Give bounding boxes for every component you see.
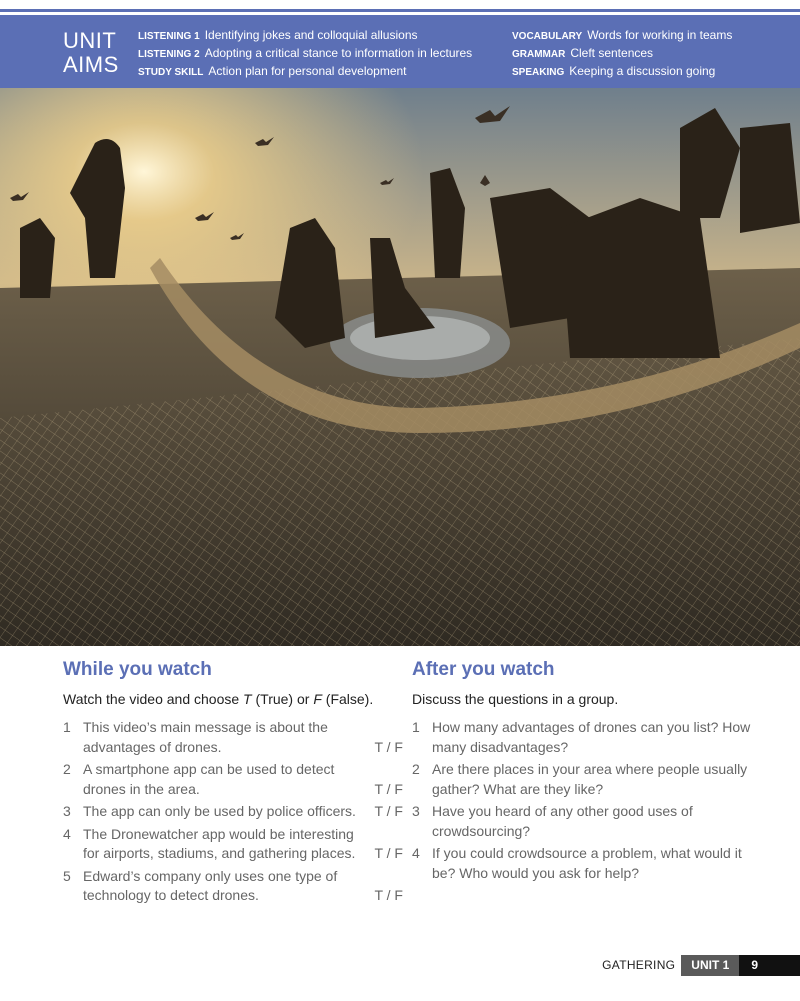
aim-key: STUDY SKILL bbox=[138, 67, 204, 78]
item-text: A smartphone app can be used to detect drones in the area. bbox=[83, 761, 335, 797]
unit-aims-title-line1: UNIT bbox=[63, 28, 117, 53]
item-number: 2 bbox=[412, 761, 420, 777]
instruction-text: (False). bbox=[321, 691, 374, 707]
aim-row bbox=[138, 63, 472, 81]
aim-key: VOCABULARY bbox=[512, 31, 583, 42]
aim-value: Identifying jokes and colloquial allusions bbox=[204, 28, 418, 42]
item-text: Are there places in your area where people usually gather? What are they like? bbox=[432, 761, 748, 797]
unit-aims-right-column bbox=[512, 27, 732, 81]
aim-value: Adopting a critical stance to information in lectures bbox=[204, 46, 473, 60]
aim-key: GRAMMAR bbox=[512, 49, 566, 60]
while-you-watch-section bbox=[63, 657, 403, 909]
item-text: This video’s main message is about the advantages of drones. bbox=[83, 719, 328, 755]
true-false-choice[interactable]: T / F bbox=[374, 887, 403, 903]
item-number: 5 bbox=[63, 867, 71, 884]
after-you-watch-list bbox=[412, 718, 752, 883]
aim-key: LISTENING 1 bbox=[138, 31, 200, 42]
item-text: Edward’s company only uses one type of technology to detect drones. bbox=[83, 867, 338, 903]
true-false-choice[interactable]: T / F bbox=[374, 845, 403, 861]
aim-row bbox=[512, 45, 732, 63]
aim-row bbox=[138, 45, 472, 63]
list-item bbox=[63, 825, 403, 864]
aim-value: Words for working in teams bbox=[587, 28, 733, 42]
item-text: If you could crowdsource a problem, what would it be? Who would you ask for help? bbox=[432, 845, 742, 881]
aim-row bbox=[512, 63, 732, 81]
page-footer bbox=[602, 955, 800, 976]
item-text: The Dronewatcher app would be interesting for airports, stadiums, and gathering places. bbox=[83, 825, 356, 861]
list-item bbox=[63, 802, 403, 822]
list-item bbox=[63, 760, 403, 799]
list-item bbox=[63, 867, 403, 906]
list-item bbox=[412, 802, 752, 841]
after-you-watch-instruction: Discuss the questions in a group. bbox=[412, 691, 619, 707]
list-item bbox=[412, 844, 752, 883]
aim-row bbox=[512, 27, 732, 45]
instruction-text: (True) or bbox=[251, 691, 314, 707]
while-you-watch-list bbox=[63, 718, 403, 906]
true-false-choice[interactable]: T / F bbox=[374, 803, 403, 819]
item-number: 4 bbox=[412, 845, 420, 861]
item-number: 3 bbox=[412, 803, 420, 819]
footer-unit-theme: GATHERING bbox=[602, 958, 676, 972]
after-you-watch-section bbox=[412, 657, 752, 886]
footer-page-number: 9 bbox=[739, 955, 800, 976]
unit-aims-title-line2: AIMS bbox=[63, 52, 119, 77]
instruction-true-letter: T bbox=[243, 691, 252, 707]
top-rule bbox=[0, 0, 800, 12]
after-you-watch-heading: After you watch bbox=[412, 659, 555, 680]
list-item bbox=[63, 718, 403, 757]
item-text: The app can only be used by police officers. bbox=[83, 803, 356, 819]
aim-key: SPEAKING bbox=[512, 67, 565, 78]
footer-unit-number: UNIT 1 bbox=[681, 955, 739, 976]
unit-aims-band bbox=[0, 15, 800, 88]
while-you-watch-heading: While you watch bbox=[63, 659, 212, 680]
item-number: 1 bbox=[63, 719, 71, 735]
true-false-choice[interactable]: T / F bbox=[374, 738, 403, 755]
aim-row bbox=[138, 27, 472, 45]
list-item bbox=[412, 760, 752, 799]
instruction-text: Watch the video and choose bbox=[63, 691, 244, 707]
aim-value: Cleft sentences bbox=[570, 46, 654, 60]
item-text: Have you heard of any other good uses of crowdsourcing? bbox=[432, 803, 693, 839]
item-number: 3 bbox=[63, 803, 71, 819]
item-number: 4 bbox=[63, 825, 71, 842]
aim-value: Keeping a discussion going bbox=[569, 64, 716, 78]
aim-value: Action plan for personal development bbox=[208, 64, 407, 78]
item-number: 1 bbox=[412, 719, 420, 735]
instruction-false-letter: F bbox=[313, 691, 322, 707]
item-text: How many advantages of drones can you list? How many disadvantages? bbox=[432, 719, 751, 755]
list-item bbox=[412, 718, 752, 757]
fishing-community-photo bbox=[0, 88, 800, 646]
photo-illustration bbox=[0, 88, 800, 646]
true-false-choice[interactable]: T / F bbox=[374, 780, 403, 797]
aim-key: LISTENING 2 bbox=[138, 49, 200, 60]
unit-aims-left-column bbox=[138, 27, 472, 81]
unit-aims-title bbox=[63, 29, 119, 77]
item-number: 2 bbox=[63, 761, 71, 777]
while-you-watch-instruction bbox=[63, 690, 399, 708]
